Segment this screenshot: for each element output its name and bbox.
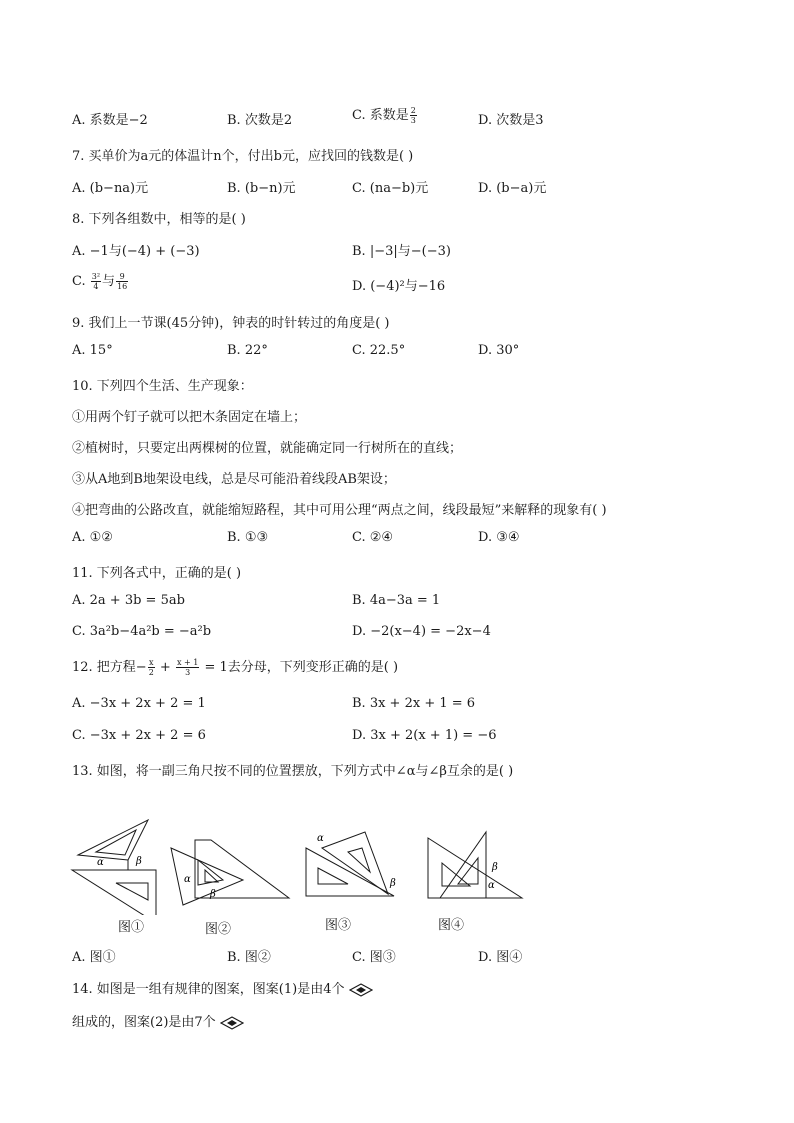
q6-option-a: A. 系数是−2	[72, 113, 148, 128]
q9-option-b: B. 22°	[227, 343, 268, 358]
fig1-alpha-label: α	[97, 857, 104, 868]
q10-stem: 10. 下列四个生活、生产现象：	[72, 379, 253, 394]
q9-stem: 9. 我们上一节课(45分钟)，钟表的时针转过的角度是( )	[72, 316, 390, 331]
q6-option-c	[352, 104, 418, 125]
diamond-pattern-icon	[220, 1016, 244, 1030]
q10-item-4: ④把弯曲的公路改直，就能缩短路程，其中可用公理“两点之间，线段最短”来解释的现象有( )	[72, 503, 607, 518]
figure-3-set-squares	[300, 828, 410, 908]
q6-option-c-prefix: C. 系数是	[352, 108, 409, 123]
q10-option-b: B. ①③	[227, 530, 269, 545]
q7-option-b: B. (b−n)元	[227, 181, 296, 196]
fig3-alpha-label: α	[317, 833, 324, 844]
q11-option-d: D. −2(x−4) = −2x−4	[352, 624, 491, 639]
q9-option-d: D. 30°	[478, 343, 520, 358]
q10-option-d: D. ③④	[478, 530, 520, 545]
q13-option-c: C. 图③	[352, 950, 396, 965]
q8-option-b: B. |−3|与−(−3)	[352, 244, 451, 259]
q6-option-b: B. 次数是2	[227, 113, 293, 128]
fig4-alpha-label: α	[488, 880, 495, 891]
q6-fraction: $\frac{2}{3}$	[410, 106, 416, 125]
fig1-beta-label: β	[136, 856, 142, 867]
q12-option-a: A. −3x + 2x + 2 = 1	[72, 696, 206, 711]
q8-fraction-2: $\frac{9}{16}$	[117, 272, 128, 291]
q8-option-d: D. (−4)²与−16	[352, 279, 446, 294]
q10-item-1: ①用两个钉子就可以把木条固定在墙上；	[72, 410, 307, 425]
figure-2-caption: 图②	[205, 922, 232, 937]
q12-fraction-2: $\frac{x + 1}{3}$	[176, 658, 199, 677]
q8-option-c: C. $\frac{\text{3²}}{4}$ 与 $\frac{9}{16}$	[72, 272, 128, 291]
q12-option-c: C. −3x + 2x + 2 = 6	[72, 728, 206, 743]
diamond-pattern-icon	[349, 983, 373, 997]
q9-option-c: C. 22.5°	[352, 343, 406, 358]
q6-option-d: D. 次数是3	[478, 113, 544, 128]
q13-stem: 13. 如图，将一副三角尺按不同的位置摆放，下列方式中∠α与∠β互余的是( )	[72, 764, 514, 779]
q7-stem: 7. 买单价为a元的体温计n个，付出b元，应找回的钱数是( )	[72, 149, 414, 164]
q13-option-a: A. 图①	[72, 950, 116, 965]
figure-4-caption: 图④	[438, 918, 465, 933]
q10-item-3: ③从A地到B地架设电线，总是尽可能沿着线段AB架设；	[72, 472, 396, 487]
q12-option-d: D. 3x + 2(x + 1) = −6	[352, 728, 497, 743]
figure-4-set-squares	[420, 828, 530, 908]
figure-3-caption: 图③	[325, 918, 352, 933]
q14-line-1: 14. 如图是一组有规律的图案，图案(1)是由4个	[72, 978, 373, 997]
q12-fraction-1: $\frac{x}{2}$	[148, 658, 154, 677]
q10-item-2: ②植树时，只要定出两棵树的位置，就能确定同一行树所在的直线；	[72, 441, 463, 456]
q8-option-a: A. −1与(−4) + (−3)	[72, 244, 200, 259]
q7-option-a: A. (b−na)元	[72, 181, 149, 196]
q12-stem: 12. 把方程− $\frac{x}{2}$ + $\frac{x + 1}{3}$ = 1去分母，下列变形正确的是( )	[72, 658, 399, 677]
fig2-alpha-label: α	[184, 874, 191, 885]
fig3-beta-label: β	[390, 878, 396, 889]
q13-option-b: B. 图②	[227, 950, 271, 965]
fig4-beta-label: β	[492, 862, 498, 873]
q14-line-2: 组成的，图案(2)是由7个	[72, 1011, 244, 1030]
q9-option-a: A. 15°	[72, 343, 113, 358]
q11-stem: 11. 下列各式中，正确的是( )	[72, 566, 242, 581]
q10-option-c: C. ②④	[352, 530, 394, 545]
q11-option-b: B. 4a−3a = 1	[352, 593, 441, 608]
q11-option-a: A. 2a + 3b = 5ab	[72, 593, 185, 608]
figure-1-set-squares	[68, 815, 168, 915]
figure-2-set-squares	[163, 830, 293, 910]
q7-option-d: D. (b−a)元	[478, 181, 547, 196]
q13-option-d: D. 图④	[478, 950, 523, 965]
q8-fraction-1: $\frac{\text{3²}}{4}$	[91, 272, 101, 291]
q11-option-c: C. 3a²b−4a²b = −a²b	[72, 624, 212, 639]
q8-stem: 8. 下列各组数中，相等的是( )	[72, 212, 246, 227]
q7-option-c: C. (na−b)元	[352, 181, 429, 196]
q10-option-a: A. ①②	[72, 530, 113, 545]
fig2-beta-label: β	[210, 889, 216, 900]
figure-1-caption: 图①	[118, 920, 145, 935]
q12-option-b: B. 3x + 2x + 1 = 6	[352, 696, 476, 711]
